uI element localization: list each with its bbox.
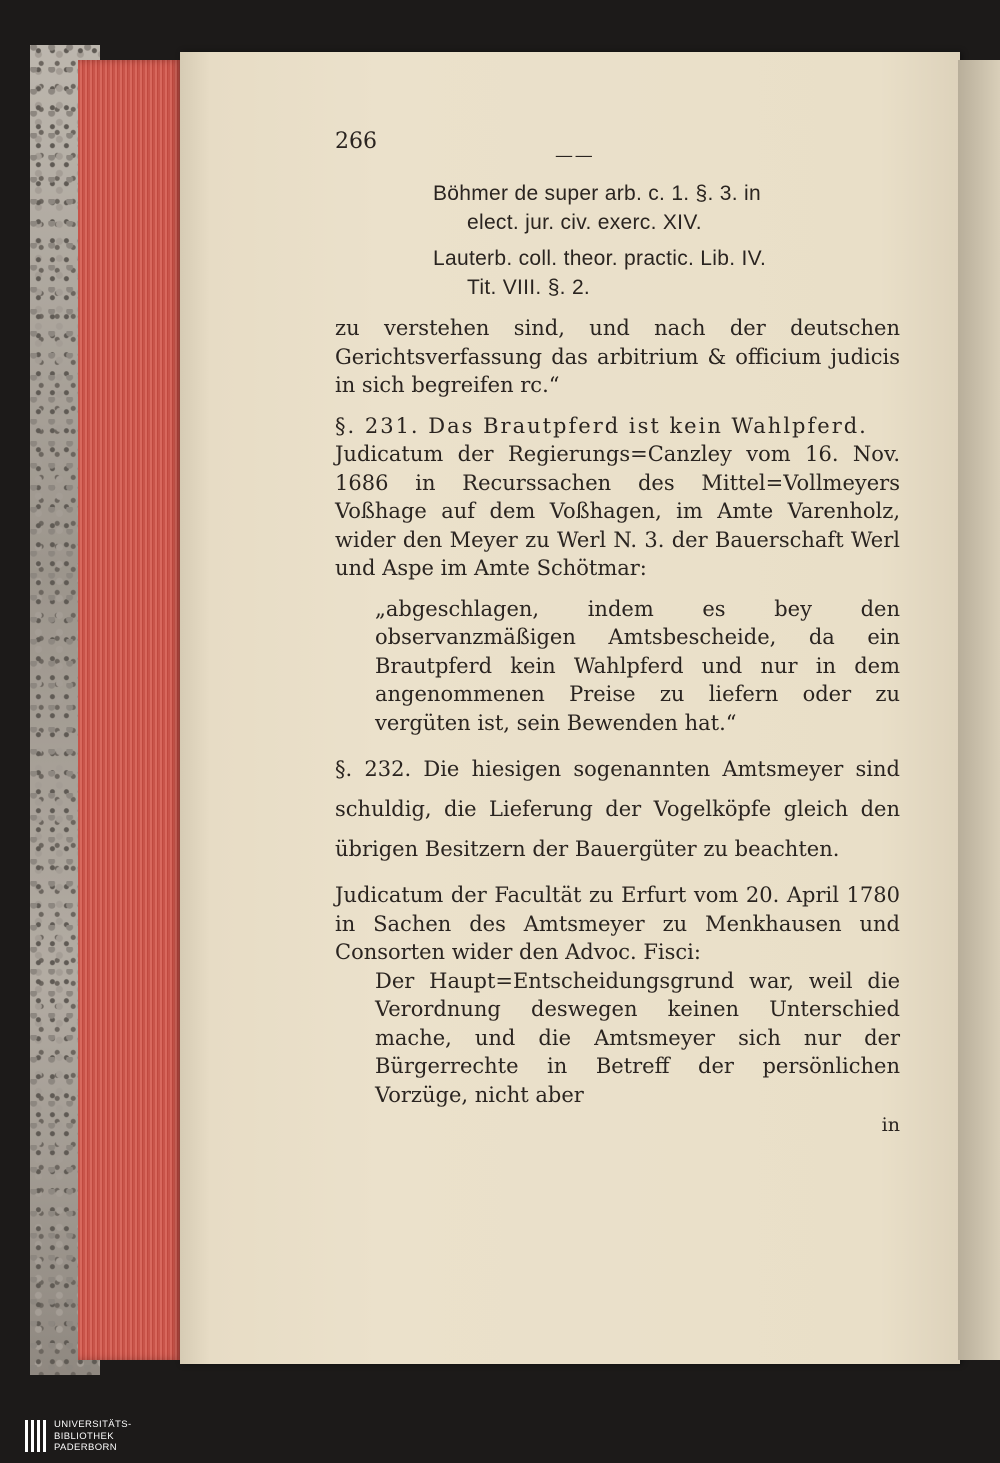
quote-231: „abgeschlagen, indem es bey den observanzmäßigen Amtsbescheide, da ein Brautpferd kein Wahlpferd und nur in dem angenommenen Preise zu liefern oder zu vergüten ist, sein Bewenden hat.“	[375, 596, 900, 735]
reference-line: Tit. VIII. §. 2.	[467, 275, 591, 299]
library-logo	[24, 1418, 154, 1456]
paragraph-judicatum-232: Judicatum der Facultät zu Erfurt vom 20. April 1780 in Sachen des Amtsmeyer zu Menkhausen und Consorten wider den Advoc. Fisci:	[335, 883, 900, 964]
reference-lauterbach	[335, 245, 900, 302]
page-text	[335, 128, 900, 1140]
library-name	[54, 1419, 132, 1454]
paragraph-continuation: zu verstehen sind, und nach der deutschen Gerichtsverfassung das arbitrium & officium judicis in sich begreifen rc.“	[335, 316, 900, 397]
page-number: 266	[335, 129, 377, 154]
page-edges	[78, 60, 183, 1360]
library-name-line: UNIVERSITÄTS-	[54, 1419, 132, 1430]
header-rule: — —	[555, 145, 591, 166]
reference-line: Böhmer de super arb. c. 1. §. 3. in	[433, 182, 762, 205]
reference-boehmer	[335, 180, 900, 237]
library-name-line: BIBLIOTHEK	[54, 1430, 114, 1442]
library-name-line: PADERBORN	[54, 1442, 118, 1453]
page-header	[335, 128, 900, 166]
paragraph-reason-232: Der Haupt=Entscheidungsgrund war, weil die Verordnung deswegen keinen Unterschied mache, und die Amtsmeyer sich nur der Bürgerrechte in Betreff der persönlichen Vorzüge, nicht aber	[375, 968, 900, 1107]
reference-line: Lauterb. coll. theor. practic. Lib. IV.	[433, 247, 767, 270]
reference-line: elect. jur. civ. exerc. XIV.	[467, 210, 702, 234]
catchword: in	[881, 1114, 900, 1136]
paragraph-judicatum-231: Judicatum der Regierungs=Canzley vom 16. Nov. 1686 in Recurssachen des Mittel=Vollmeyers Voßhage auf dem Voßhagen, im Amte Varenholz, wider den Meyer zu Werl N. 3. der Bauerschaft Werl und Aspe im Amte Schötmar:	[335, 442, 900, 580]
section-heading-231: §. 231. Das Brautpferd ist kein Wahlpferd.	[335, 413, 868, 438]
library-logo-icon	[24, 1420, 46, 1452]
facing-page-edge	[958, 60, 1000, 1360]
section-heading-232: §. 232. Die hiesigen sogenannten Amtsmeyer sind schuldig, die Lieferung der Vogelköpfe gleich den übrigen Besitzern der Bauergüter zu beachten.	[335, 757, 900, 861]
